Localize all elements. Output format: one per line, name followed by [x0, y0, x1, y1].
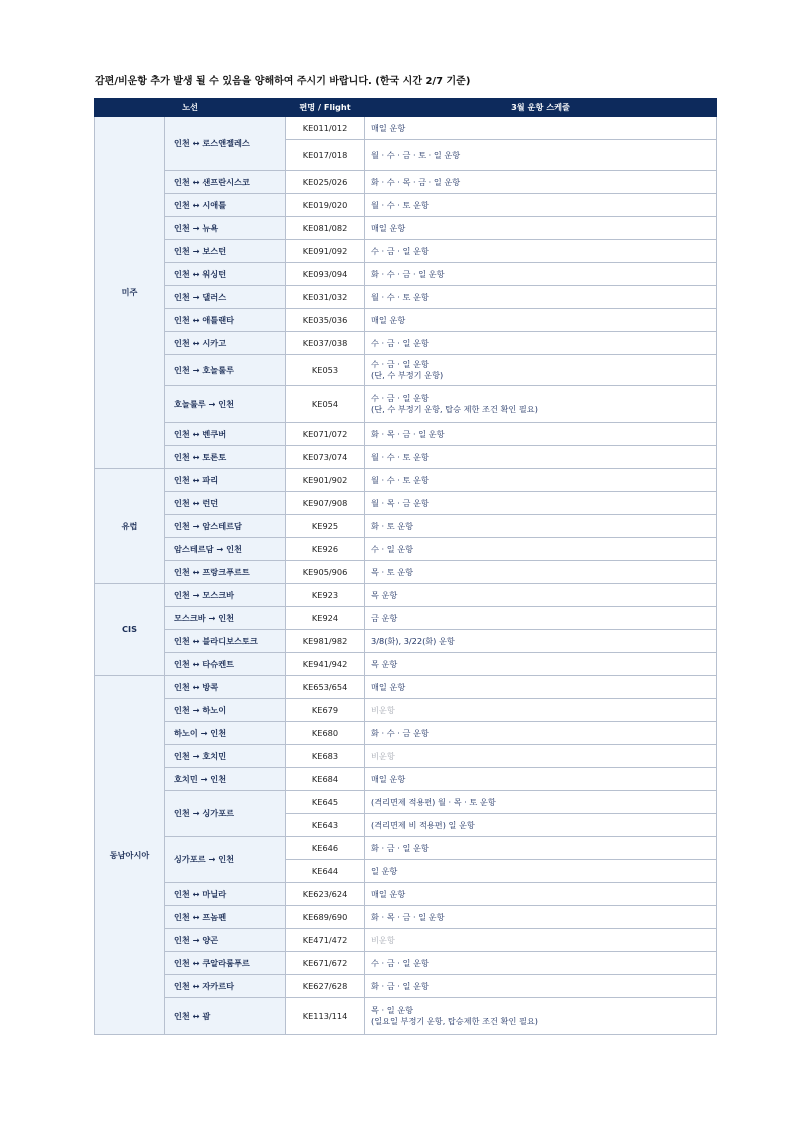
route-cell: 인천 ↔ 벤쿠버 — [165, 423, 286, 446]
table-row — [95, 117, 717, 140]
region-cell: 미주 — [95, 117, 165, 469]
flight-number-cell: KE471/472 — [286, 929, 365, 952]
table-row — [95, 515, 717, 538]
route-cell: 인천 → 모스크바 — [165, 584, 286, 607]
flight-number-cell: KE031/032 — [286, 286, 365, 309]
table-row — [95, 171, 717, 194]
table-row — [95, 630, 717, 653]
table-row — [95, 929, 717, 952]
flight-number-cell: KE091/092 — [286, 240, 365, 263]
route-cell: 인천 → 싱가포르 — [165, 791, 286, 837]
schedule-line: 비운항 — [371, 750, 395, 761]
notice-text: 감편/비운항 추가 발생 될 수 있음을 양해하여 주시기 바랍니다. (한국 시간 2/7 기준) — [95, 76, 471, 87]
schedule-cell — [365, 929, 717, 952]
table-row — [95, 607, 717, 630]
region-cell: 동남아시아 — [95, 676, 165, 1035]
schedule-line: 월 · 수 · 토 운항 — [371, 199, 429, 210]
table-row — [95, 883, 717, 906]
table-row — [95, 538, 717, 561]
schedule-line: 매일 운항 — [371, 888, 406, 899]
schedule-cell — [365, 240, 717, 263]
table-row — [95, 584, 717, 607]
region-cell: 유럽 — [95, 469, 165, 584]
schedule-line: 매일 운항 — [371, 122, 406, 133]
table-row — [95, 699, 717, 722]
schedule-line: 목 · 토 운항 — [371, 566, 414, 577]
table-row — [95, 906, 717, 929]
schedule-cell — [365, 998, 717, 1035]
schedule-line: (격리면제 비 적용편) 일 운항 — [371, 819, 475, 830]
route-cell: 인천 ↔ 자카르타 — [165, 975, 286, 998]
flight-number-cell: KE941/942 — [286, 653, 365, 676]
flight-number-cell: KE981/982 — [286, 630, 365, 653]
flight-number-cell: KE671/672 — [286, 952, 365, 975]
flight-number-cell: KE683 — [286, 745, 365, 768]
flight-number-cell: KE054 — [286, 386, 365, 423]
flight-number-cell: KE035/036 — [286, 309, 365, 332]
schedule-line: 월 · 수 · 토 운항 — [371, 291, 429, 302]
flight-number-cell: KE684 — [286, 768, 365, 791]
schedule-cell — [365, 952, 717, 975]
schedule-cell — [365, 584, 717, 607]
schedule-line: 수 · 금 · 일 운항 — [371, 957, 429, 968]
schedule-cell — [365, 607, 717, 630]
schedule-cell — [365, 515, 717, 538]
schedule-line: 목 · 일 운항 — [371, 1005, 414, 1015]
flight-number-cell: KE907/908 — [286, 492, 365, 515]
schedule-cell — [365, 309, 717, 332]
schedule-cell — [365, 423, 717, 446]
schedule-cell — [365, 117, 717, 140]
schedule-cell — [365, 492, 717, 515]
schedule-cell — [365, 676, 717, 699]
flight-number-cell: KE679 — [286, 699, 365, 722]
route-cell: 인천 ↔ 괌 — [165, 998, 286, 1035]
schedule-cell — [365, 217, 717, 240]
table-row — [95, 791, 717, 814]
table-row — [95, 653, 717, 676]
table-row — [95, 837, 717, 860]
schedule-cell — [365, 975, 717, 998]
schedule-cell — [365, 140, 717, 171]
schedule-cell — [365, 469, 717, 492]
schedule-cell — [365, 653, 717, 676]
route-cell: 인천 → 보스턴 — [165, 240, 286, 263]
route-cell: 모스크바 → 인천 — [165, 607, 286, 630]
schedule-cell — [365, 332, 717, 355]
schedule-cell — [365, 386, 717, 423]
schedule-cell — [365, 171, 717, 194]
route-cell: 인천 → 암스테르담 — [165, 515, 286, 538]
schedule-cell — [365, 561, 717, 584]
schedule-cell — [365, 355, 717, 386]
table-row — [95, 355, 717, 386]
schedule-line: 화 · 목 · 금 · 일 운항 — [371, 428, 445, 439]
route-cell: 인천 ↔ 샌프란시스코 — [165, 171, 286, 194]
schedule-line: 수 · 금 · 일 운항 — [371, 245, 429, 256]
table-row — [95, 217, 717, 240]
schedule-line: (단, 수 부정기 운항) — [371, 370, 444, 380]
schedule-line: 수 · 금 · 일 운항 — [371, 393, 429, 403]
schedule-table — [94, 98, 717, 1035]
schedule-cell — [365, 837, 717, 860]
table-row — [95, 998, 717, 1035]
flight-number-cell: KE905/906 — [286, 561, 365, 584]
table-row — [95, 492, 717, 515]
flight-number-cell: KE689/690 — [286, 906, 365, 929]
table-row — [95, 386, 717, 423]
route-cell: 인천 → 뉴욕 — [165, 217, 286, 240]
flight-number-cell: KE011/012 — [286, 117, 365, 140]
flight-number-cell: KE073/074 — [286, 446, 365, 469]
schedule-cell — [365, 791, 717, 814]
flight-number-cell: KE925 — [286, 515, 365, 538]
schedule-cell — [365, 263, 717, 286]
schedule-line: 매일 운항 — [371, 773, 406, 784]
schedule-line: 화 · 토 운항 — [371, 520, 414, 531]
schedule-line: 월 · 수 · 토 운항 — [371, 451, 429, 462]
route-cell: 인천 ↔ 프놈펜 — [165, 906, 286, 929]
route-cell: 호치민 → 인천 — [165, 768, 286, 791]
table-row — [95, 768, 717, 791]
route-cell: 인천 ↔ 쿠알라룸푸르 — [165, 952, 286, 975]
schedule-line: 화 · 수 · 금 · 일 운항 — [371, 268, 445, 279]
schedule-cell — [365, 446, 717, 469]
header-schedule: 3월 운항 스케줄 — [365, 99, 717, 117]
schedule-cell — [365, 906, 717, 929]
flight-number-cell: KE901/902 — [286, 469, 365, 492]
route-cell: 인천 ↔ 시애틀 — [165, 194, 286, 217]
schedule-line: 비운항 — [371, 704, 395, 715]
flight-number-cell: KE071/072 — [286, 423, 365, 446]
table-row — [95, 952, 717, 975]
flight-number-cell: KE093/094 — [286, 263, 365, 286]
flight-number-cell: KE643 — [286, 814, 365, 837]
schedule-line: 월 · 수 · 토 운항 — [371, 474, 429, 485]
schedule-line: 화 · 목 · 금 · 일 운항 — [371, 911, 445, 922]
flight-number-cell: KE053 — [286, 355, 365, 386]
route-cell: 인천 ↔ 프랑크푸르트 — [165, 561, 286, 584]
schedule-line: 일 운항 — [371, 865, 398, 876]
schedule-cell — [365, 883, 717, 906]
table-header-row — [95, 99, 717, 117]
schedule-line: 월 · 수 · 금 · 토 · 일 운항 — [371, 149, 461, 160]
header-route: 노선 — [95, 99, 286, 117]
flight-number-cell: KE646 — [286, 837, 365, 860]
table-row — [95, 676, 717, 699]
table-row — [95, 561, 717, 584]
flight-number-cell: KE680 — [286, 722, 365, 745]
table-row — [95, 745, 717, 768]
schedule-cell — [365, 194, 717, 217]
schedule-cell — [365, 286, 717, 309]
schedule-line: 매일 운항 — [371, 681, 406, 692]
schedule-line: (단, 수 부정기 운항, 탑승 제한 조건 확인 필요) — [371, 404, 538, 414]
flight-number-cell: KE924 — [286, 607, 365, 630]
schedule-line: 금 운항 — [371, 612, 398, 623]
schedule-line: 3/8(화), 3/22(화) 운항 — [371, 635, 455, 646]
schedule-line: 목 운항 — [371, 658, 398, 669]
schedule-line: 월 · 목 · 금 운항 — [371, 497, 429, 508]
schedule-line: 수 · 금 · 일 운항 — [371, 337, 429, 348]
schedule-cell — [365, 745, 717, 768]
route-cell: 인천 → 댈러스 — [165, 286, 286, 309]
route-cell: 인천 ↔ 워싱턴 — [165, 263, 286, 286]
schedule-line: 비운항 — [371, 934, 395, 945]
schedule-line: (격리면제 적용편) 월 · 목 · 토 운항 — [371, 796, 496, 807]
flight-number-cell: KE037/038 — [286, 332, 365, 355]
flight-number-cell: KE623/624 — [286, 883, 365, 906]
route-cell: 호놀룰루 → 인천 — [165, 386, 286, 423]
route-cell: 인천 → 양곤 — [165, 929, 286, 952]
route-cell: 인천 → 호놀룰루 — [165, 355, 286, 386]
flight-number-cell: KE926 — [286, 538, 365, 561]
table-row — [95, 194, 717, 217]
table-row — [95, 975, 717, 998]
table-row — [95, 722, 717, 745]
route-cell: 인천 ↔ 토론토 — [165, 446, 286, 469]
region-cell: CIS — [95, 584, 165, 676]
route-cell: 인천 ↔ 애틀랜타 — [165, 309, 286, 332]
table-row — [95, 469, 717, 492]
schedule-line: 목 운항 — [371, 589, 398, 600]
schedule-cell — [365, 538, 717, 561]
table-row — [95, 286, 717, 309]
flight-number-cell: KE113/114 — [286, 998, 365, 1035]
schedule-line: 수 · 일 운항 — [371, 543, 414, 554]
route-cell: 인천 ↔ 방콕 — [165, 676, 286, 699]
flight-number-cell: KE644 — [286, 860, 365, 883]
flight-number-cell: KE017/018 — [286, 140, 365, 171]
route-cell: 인천 → 호치민 — [165, 745, 286, 768]
schedule-line: 매일 운항 — [371, 314, 406, 325]
table-row — [95, 332, 717, 355]
flight-number-cell: KE653/654 — [286, 676, 365, 699]
route-cell: 인천 ↔ 로스앤젤레스 — [165, 117, 286, 171]
schedule-line: 화 · 수 · 금 운항 — [371, 727, 429, 738]
route-cell: 하노이 → 인천 — [165, 722, 286, 745]
route-cell: 인천 ↔ 마닐라 — [165, 883, 286, 906]
schedule-cell — [365, 768, 717, 791]
table-row — [95, 423, 717, 446]
flight-number-cell: KE645 — [286, 791, 365, 814]
schedule-cell — [365, 814, 717, 837]
schedule-cell — [365, 860, 717, 883]
table-row — [95, 263, 717, 286]
schedule-cell — [365, 699, 717, 722]
table-row — [95, 240, 717, 263]
schedule-line: 화 · 수 · 목 · 금 · 일 운항 — [371, 176, 461, 187]
schedule-line: 화 · 금 · 일 운항 — [371, 980, 429, 991]
flight-number-cell: KE627/628 — [286, 975, 365, 998]
schedule-cell — [365, 722, 717, 745]
schedule-cell — [365, 630, 717, 653]
flight-number-cell: KE081/082 — [286, 217, 365, 240]
route-cell: 인천 ↔ 블라디보스토크 — [165, 630, 286, 653]
flight-number-cell: KE923 — [286, 584, 365, 607]
schedule-line: 수 · 금 · 일 운항 — [371, 359, 429, 369]
schedule-line: 매일 운항 — [371, 222, 406, 233]
flight-number-cell: KE025/026 — [286, 171, 365, 194]
route-cell: 인천 → 하노이 — [165, 699, 286, 722]
header-flight: 편명 / Flight — [286, 99, 365, 117]
flight-number-cell: KE019/020 — [286, 194, 365, 217]
schedule-line: (일요일 부정기 운항, 탑승제한 조건 확인 필요) — [371, 1016, 538, 1026]
route-cell: 인천 ↔ 시카고 — [165, 332, 286, 355]
route-cell: 싱가포르 → 인천 — [165, 837, 286, 883]
table-row — [95, 446, 717, 469]
route-cell: 암스테르담 → 인천 — [165, 538, 286, 561]
table-row — [95, 309, 717, 332]
route-cell: 인천 ↔ 타슈켄트 — [165, 653, 286, 676]
route-cell: 인천 ↔ 파리 — [165, 469, 286, 492]
table-body — [95, 117, 717, 1035]
route-cell: 인천 ↔ 런던 — [165, 492, 286, 515]
schedule-line: 화 · 금 · 일 운항 — [371, 842, 429, 853]
